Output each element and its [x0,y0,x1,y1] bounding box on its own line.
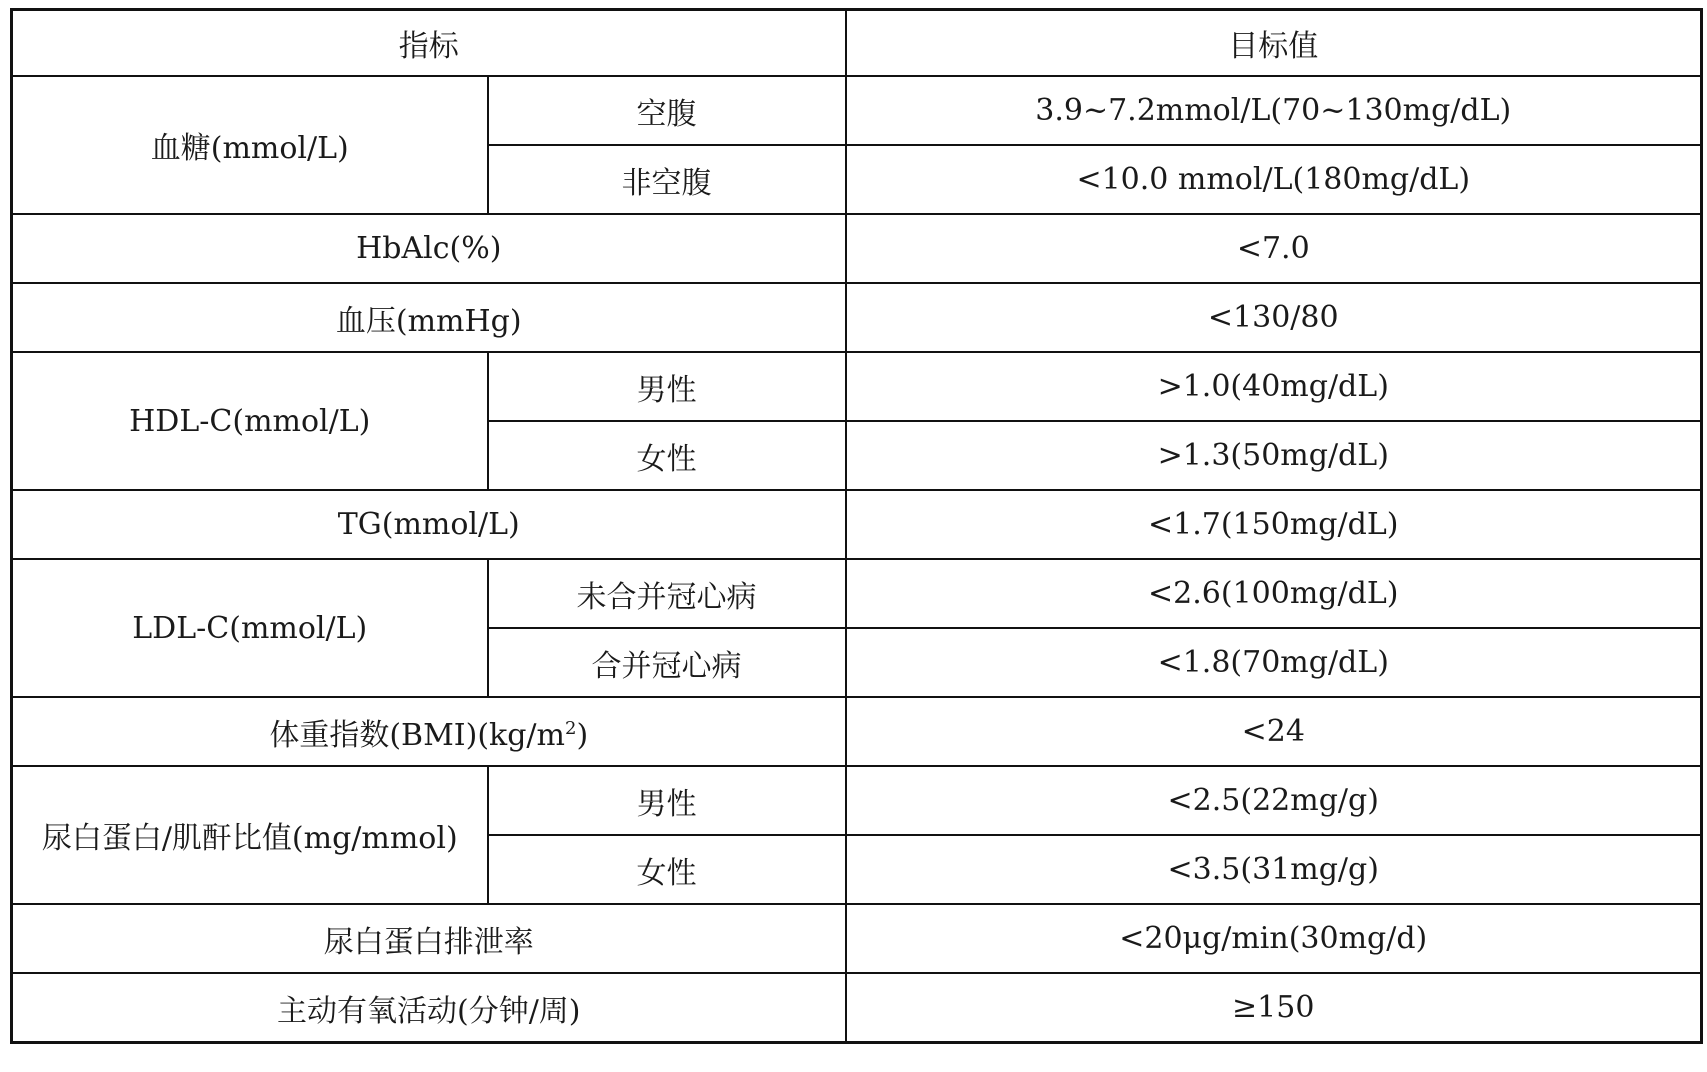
hdl-male-value: >1.0(40mg/dL) [846,352,1702,421]
hdl-female-value: >1.3(50mg/dL) [846,421,1702,490]
hba1c-label: HbAlc(%) [12,214,846,283]
activity-label: 主动有氧活动(分钟/周) [12,973,846,1043]
header-indicator: 指标 [12,10,846,77]
table-row [12,352,1702,421]
glucose-label: 血糖(mmol/L) [12,76,488,214]
glucose-fasting-value: 3.9~7.2mmol/L(70~130mg/dL) [846,76,1702,145]
uacr-female-label: 女性 [488,835,846,904]
uacr-female-value: <3.5(31mg/g) [846,835,1702,904]
uaer-value: <20μg/min(30mg/d) [846,904,1702,973]
table-row [12,559,1702,628]
bmi-value: <24 [846,697,1702,766]
table-row [12,283,1702,352]
bp-label: 血压(mmHg) [12,283,846,352]
uacr-male-label: 男性 [488,766,846,835]
tg-label: TG(mmol/L) [12,490,846,559]
header-row [12,10,1702,77]
uacr-label: 尿白蛋白/肌酐比值(mg/mmol) [12,766,488,904]
table-row [12,214,1702,283]
diabetes-targets-table [10,8,1703,1044]
table-row [12,76,1702,145]
hdl-female-label: 女性 [488,421,846,490]
uacr-male-value: <2.5(22mg/g) [846,766,1702,835]
glucose-nonfasting-value: <10.0 mmol/L(180mg/dL) [846,145,1702,214]
table-row [12,973,1702,1043]
ldl-label: LDL-C(mmol/L) [12,559,488,697]
uaer-label: 尿白蛋白排泄率 [12,904,846,973]
hdl-male-label: 男性 [488,352,846,421]
table-row [12,697,1702,766]
bmi-label-prefix: 体重指数(BMI)(kg/m [269,717,565,753]
ldl-chd-label: 合并冠心病 [488,628,846,697]
targets-table-frame [10,8,1703,1044]
header-target: 目标值 [846,10,1702,77]
bmi-label [12,697,846,766]
bmi-label-suffix: ) [576,717,589,753]
bmi-label-superscript: 2 [565,717,577,739]
table-row [12,490,1702,559]
glucose-nonfasting-label: 非空腹 [488,145,846,214]
glucose-fasting-label: 空腹 [488,76,846,145]
table-row [12,904,1702,973]
table-row [12,766,1702,835]
bp-value: <130/80 [846,283,1702,352]
ldl-no-chd-value: <2.6(100mg/dL) [846,559,1702,628]
tg-value: <1.7(150mg/dL) [846,490,1702,559]
hdl-label: HDL-C(mmol/L) [12,352,488,490]
hba1c-value: <7.0 [846,214,1702,283]
activity-value: ≥150 [846,973,1702,1043]
ldl-no-chd-label: 未合并冠心病 [488,559,846,628]
ldl-chd-value: <1.8(70mg/dL) [846,628,1702,697]
